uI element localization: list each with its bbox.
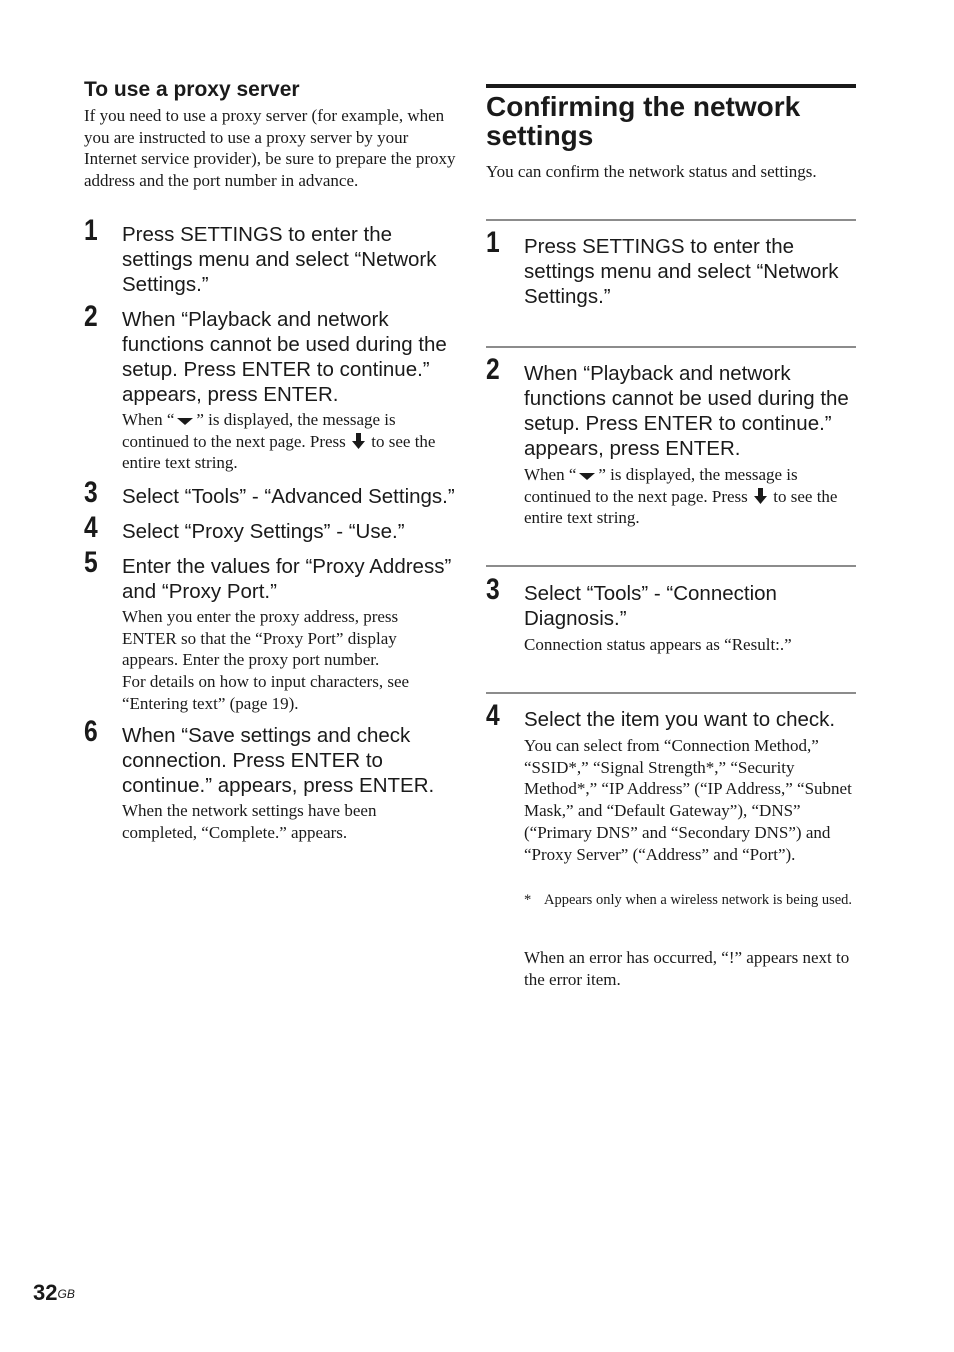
right-step-4-number: 4 bbox=[486, 699, 500, 732]
proxy-server-intro: If you need to use a proxy server (for example, when you are instructed to use a proxy server by your Internet service provider), be sure to prepare the proxy address and the port number in advance. bbox=[84, 106, 456, 191]
right-step-2-note bbox=[524, 464, 856, 529]
page-number-value: 32 bbox=[33, 1280, 58, 1305]
left-step-2-note-b: ” is displayed, the message is continued to the next page. Press bbox=[122, 410, 396, 451]
right-step-1-number: 1 bbox=[486, 226, 500, 259]
right-step-1-text: Press SETTINGS to enter the settings menu and select “Network Settings.” bbox=[524, 235, 839, 308]
divider bbox=[486, 346, 856, 348]
left-step-5-text: Enter the values for “Proxy Address” and “Proxy Port.” bbox=[122, 555, 452, 603]
right-step-4-note-2: When an error has occurred, “!” appears next to the error item. bbox=[524, 948, 850, 989]
divider bbox=[486, 565, 856, 567]
right-step-2-note-c: to see the entire text string. bbox=[524, 486, 838, 528]
left-step-2-note-a: When “ bbox=[122, 410, 175, 429]
section-heading: Confirming the network settings bbox=[486, 91, 801, 151]
left-step-5-note-2: For details on how to input characters, see “Entering text” (page 19). bbox=[122, 672, 410, 713]
left-step-4-text: Select “Proxy Settings” - “Use.” bbox=[122, 520, 405, 543]
divider bbox=[486, 692, 856, 694]
right-step-2-note-b: ” is displayed, the message is continued to the next page. Press bbox=[524, 465, 798, 506]
right-step-2-note-a: When “ bbox=[524, 465, 577, 484]
down-triangle-icon bbox=[579, 473, 595, 480]
divider bbox=[486, 219, 856, 221]
left-step-3-text: Select “Tools” - “Advanced Settings.” bbox=[122, 485, 455, 508]
left-step-6-number: 6 bbox=[84, 715, 98, 748]
left-step-5-number: 5 bbox=[84, 546, 98, 579]
page-number bbox=[33, 1280, 75, 1306]
left-step-2-text: When “Playback and network functions cannot be used during the setup. Press ENTER to continue.” appears, press ENTER. bbox=[122, 308, 447, 406]
down-arrow-icon bbox=[754, 488, 767, 504]
left-step-2-number: 2 bbox=[84, 300, 98, 333]
left-step-1-number: 1 bbox=[84, 214, 98, 247]
right-step-4-text: Select the item you want to check. bbox=[524, 708, 836, 731]
footnote-mark: * bbox=[524, 892, 532, 908]
left-step-1-text: Press SETTINGS to enter the settings menu and select “Network Settings.” bbox=[122, 223, 437, 296]
right-step-2-text: When “Playback and network functions cannot be used during the setup. Press ENTER to continue.” appears, press ENTER. bbox=[524, 362, 849, 460]
right-step-4-note: You can select from “Connection Method,” “SSID*,” “Signal Strength*,” “Security Method*,” “IP Address” (“IP Address,” “Subnet Mask,” and “Default Gateway”), “DNS” (“Primary DNS” and “Secondary DNS”) and “Proxy Server” (“Address” and “Port”). bbox=[524, 736, 852, 864]
right-step-3-text: Select “Tools” - “Connection Diagnosis.” bbox=[524, 582, 777, 630]
proxy-server-heading: To use a proxy server bbox=[84, 78, 300, 101]
down-triangle-icon bbox=[177, 418, 193, 425]
down-arrow-icon bbox=[352, 433, 365, 449]
left-step-2-note-c: to see the entire text string. bbox=[122, 431, 436, 473]
left-step-2-note bbox=[122, 409, 454, 474]
footnote-text: Appears only when a wireless network is being used. bbox=[544, 892, 853, 908]
left-step-6-text: When “Save settings and check connection. Press ENTER to continue.” appears, press ENTER. bbox=[122, 724, 435, 797]
page-number-suffix: GB bbox=[57, 1287, 75, 1301]
right-step-3-number: 3 bbox=[486, 573, 500, 606]
right-step-2-number: 2 bbox=[486, 353, 500, 386]
section-top-rule bbox=[486, 84, 856, 88]
left-step-6-note: When the network settings have been completed, “Complete.” appears. bbox=[122, 801, 377, 842]
left-step-4-number: 4 bbox=[84, 511, 98, 544]
left-step-3-number: 3 bbox=[84, 476, 98, 509]
left-step-5-note: When you enter the proxy address, press ENTER so that the “Proxy Port” display appears. Enter the proxy port number. bbox=[122, 607, 399, 670]
section-intro: You can confirm the network status and settings. bbox=[486, 162, 817, 181]
right-step-3-note: Connection status appears as “Result:.” bbox=[524, 635, 792, 654]
